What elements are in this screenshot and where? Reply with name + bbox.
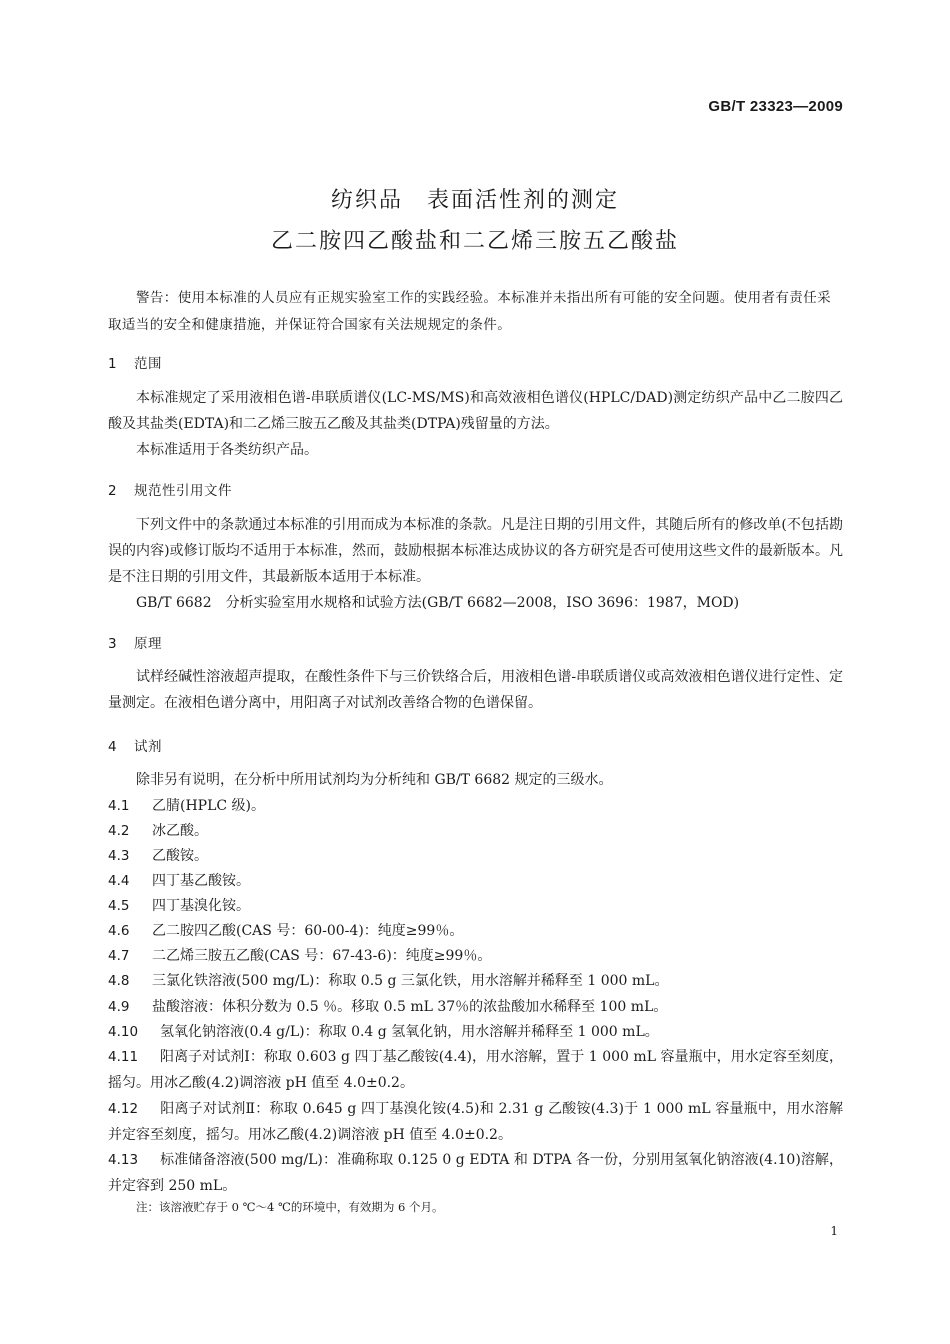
normative-reference: GB/T 6682 分析实验室用水规格和试验方法(GB/T 6682—2008，ISO 3696：1987，MOD) (136, 595, 740, 611)
reagent-item: 4.7 二乙烯三胺五乙酸(CAS 号：67-43-6)：纯度≥99％。 (108, 948, 492, 964)
reagent-item: 4.4 四丁基乙酸铵。 (108, 873, 250, 889)
section-number: 3 (108, 636, 118, 652)
standard-number: GB/T 23323—2009 (708, 98, 843, 115)
reagent-item: 4.5 四丁基溴化铵。 (108, 898, 250, 914)
reagent-item: 4.12 阳离子对试剂Ⅱ：称取 0.645 g 四丁基溴化铵(4.5)和 2.31 g 乙酸铵(4.3)于 1 000 mL 容量瓶中，用水溶解并定容至刻度，摇匀。用冰乙酸(4.2)调溶液 pH 值至 4.0±0.2。 (108, 1101, 843, 1143)
section-number: 4 (108, 739, 118, 755)
document-title-line2: 乙二胺四乙酸盐和二乙烯三胺五乙酸盐 (270, 229, 679, 254)
reagent-item: 4.11 阳离子对试剂Ⅰ：称取 0.603 g 四丁基乙酸铵(4.4)，用水溶解，置于 1 000 mL 容量瓶中，用水定容至刻度，摇匀。用冰乙酸(4.2)调溶液 pH 值至 4.0±0.2。 (108, 1049, 843, 1091)
reagent-item: 4.13 标准储备溶液(500 mg/L)：准确称取 0.125 0 g EDTA 和 DTPA 各一份，分别用氢氧化钠溶液(4.10)溶解，并定容到 250 mL。 (108, 1152, 843, 1194)
section-2-paragraph-1: 下列文件中的条款通过本标准的引用而成为本标准的条款。凡是注日期的引用文件，其随后所有的修改单(不包括勘误的内容)或修订版均不适用于本标准，然而，鼓励根据本标准达成协议的各方研究是否可使用这些文件的最新版本。凡是不注日期的引用文件，其最新版本适用于本标准。 (108, 517, 843, 585)
warning-text: 警告：使用本标准的人员应有正规实验室工作的实践经验。本标准并未指出所有可能的安全问题。使用者有责任采取适当的安全和健康措施，并保证符合国家有关法规规定的条件。 (108, 290, 831, 333)
section-title: 原理 (134, 636, 162, 652)
section-4-intro: 除非另有说明，在分析中所用试剂均为分析纯和 GB/T 6682 规定的三级水。 (136, 772, 613, 788)
section-number: 2 (108, 483, 118, 499)
reagent-item: 4.8 三氯化铁溶液(500 mg/L)：称取 0.5 g 三氯化铁，用水溶解并稀释至 1 000 mL。 (108, 973, 669, 989)
reagent-item: 4.3 乙酸铵。 (108, 848, 208, 864)
section-4-heading (108, 735, 162, 755)
section-2-heading (108, 479, 232, 499)
reagent-item: 4.2 冰乙酸。 (108, 823, 208, 839)
reagent-item: 4.10 氢氧化钠溶液(0.4 g/L)：称取 0.4 g 氢氧化钠，用水溶解并稀释至 1 000 mL。 (108, 1024, 659, 1040)
section-title: 规范性引用文件 (134, 483, 232, 499)
reagent-item: 4.9 盐酸溶液：体积分数为 0.5 ％。移取 0.5 mL 37％的浓盐酸加水稀释至 100 mL。 (108, 999, 668, 1015)
section-3-paragraph-1: 试样经碱性溶液超声提取，在酸性条件下与三价铁络合后，用液相色谱-串联质谱仪或高效液相色谱仪进行定性、定量测定。在液相色谱分离中，用阳离子对试剂改善络合物的色谱保留。 (108, 669, 843, 711)
reagent-item: 4.1 乙腈(HPLC 级)。 (108, 798, 266, 814)
section-title: 范围 (134, 356, 162, 372)
section-1-heading (108, 352, 162, 372)
section-3-heading (108, 632, 162, 652)
page-number: 1 (830, 1224, 838, 1238)
section-1-paragraph-1: 本标准规定了采用液相色谱-串联质谱仪(LC-MS/MS)和高效液相色谱仪(HPLC/DAD)测定纺织产品中乙二胺四乙酸及其盐类(EDTA)和二乙烯三胺五乙酸及其盐类(DTPA)残留量的方法。 (108, 390, 843, 432)
storage-note: 注：该溶液贮存于 0 ℃～4 ℃的环境中，有效期为 6 个月。 (136, 1200, 444, 1214)
section-title: 试剂 (134, 739, 162, 755)
document-title-line1: 纺织品 表面活性剂的测定 (330, 188, 619, 213)
section-1-paragraph-2: 本标准适用于各类纺织产品。 (136, 442, 318, 458)
section-number: 1 (108, 356, 118, 372)
reagent-item: 4.6 乙二胺四乙酸(CAS 号：60-00-4)：纯度≥99％。 (108, 923, 464, 939)
